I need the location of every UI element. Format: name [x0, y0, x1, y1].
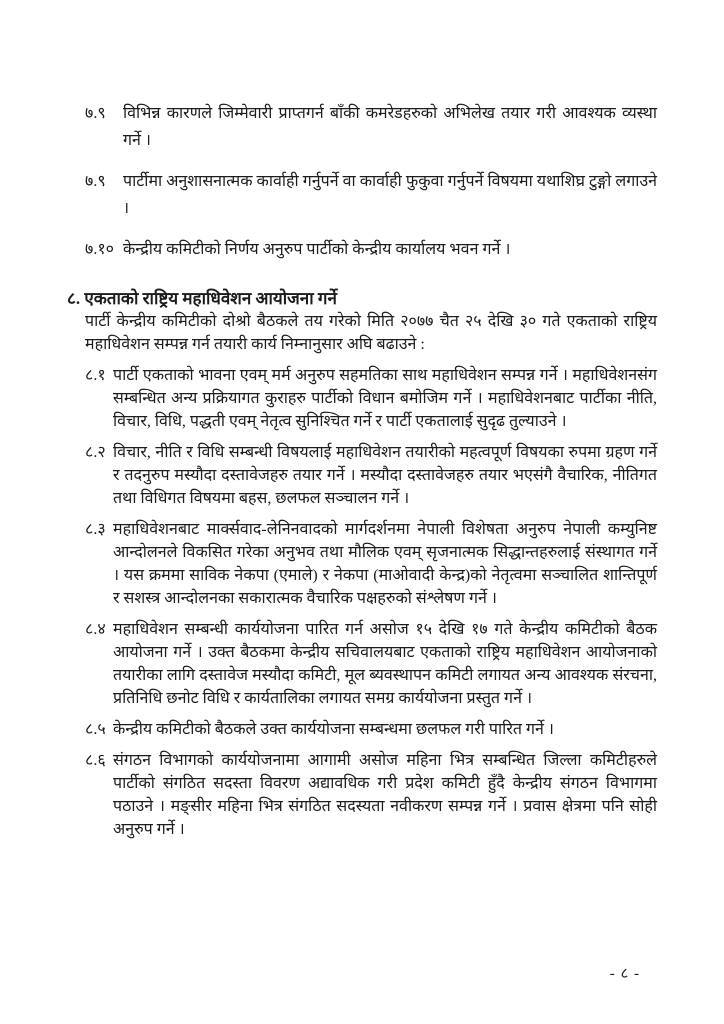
list-item	[85, 364, 657, 433]
item-number: ८.२	[85, 444, 106, 461]
item-text: विचार, नीति र विधि सम्बन्धी विषयलाई महाधिवेशन तयारीको महत्वपूर्ण विषयका रुपमा ग्रहण गर्ने र तदनुरुप मस्यौदा दस्तावेजहरु तयार गर्ने । मस्यौदा दस्तावेजहरु तयार भएसंगै वैचारिक, नीतिगत तथा विधिगत विषयमा बहस, छलफल सञ्चालन गर्ने ।	[113, 444, 657, 507]
list-item	[85, 100, 657, 154]
item-number: ८.१	[85, 367, 106, 384]
list-item	[85, 518, 657, 610]
section-intro: पार्टी केन्द्रीय कमिटीको दोश्रो बैठकले तय गरेको मिति २०७७ चैत २५ देखि ३० गते एकताको राष्ट्रिय महाधिवेशन सम्पन्न गर्न तयारी कार्य निम्नानुसार अघि बढाउने :	[85, 313, 657, 353]
list-item	[85, 168, 657, 222]
list-item	[85, 236, 657, 263]
item-number: ७.१०	[85, 241, 114, 258]
item-text: केन्द्रीय कमिटीको निर्णय अनुरुप पार्टीको केन्द्रीय कार्यालय भवन गर्ने ।	[123, 241, 511, 258]
item-number: ८.६	[85, 752, 106, 769]
item-number: ८.४	[85, 621, 106, 638]
page-content	[67, 100, 657, 849]
item-text: केन्द्रीय कमिटीको बैठकले उक्त कार्ययोजना सम्बन्धमा छलफल गरी पारित गर्ने ।	[113, 721, 554, 738]
item-number: ८.५	[85, 721, 106, 738]
item-text: विभिन्न कारणले जिम्मेवारी प्राप्तगर्न बाँकी कमरेडहरुको अभिलेख तयार गरी आवश्यक व्यस्था गर्ने ।	[123, 105, 657, 149]
list-item	[85, 441, 657, 510]
list-item	[85, 618, 657, 710]
item-number: ७.९	[85, 173, 106, 190]
item-text: महाधिवेशनबाट मार्क्सवाद-लेनिनवादको मार्गदर्शनमा नेपाली विशेषता अनुरुप नेपाली कम्युनिष्ट आन्दोलनले विकसित गरेका अनुभव तथा मौलिक एवम् सृजनात्मक सिद्धान्तहरुलाई संस्थागत गर्ने । यस क्रममा साविक नेकपा (एमाले) र नेकपा (माओवादी केन्द्र)को नेतृत्वमा सञ्चालित शान्तिपूर्ण र सशस्त्र आन्दोलनका सकारात्मक वैचारिक पक्षहरुको संश्लेषण गर्ने ।	[113, 521, 657, 607]
item-text: पार्टीमा अनुशासनात्मक कार्वाही गर्नुपर्ने वा कार्वाही फुकुवा गर्नुपर्ने विषयमा यथाशिघ्र टुङ्गो लगाउने ।	[123, 173, 657, 217]
item-text: पार्टी एकताको भावना एवम् मर्म अनुरुप सहमतिका साथ महाधिवेशन सम्पन्न गर्ने । महाधिवेशनसंग सम्बन्धित अन्य प्रक्रियागत कुराहरु पार्टीको विधान बमोजिम गर्ने । महाधिवेशनबाट पार्टीका नीति, विचार, विधि, पद्धती एवम् नेतृत्व सुनिश्चित गर्ने र पार्टी एकतालाई सुदृढ तुल्याउने ।	[113, 367, 657, 430]
item-number: ८.३	[85, 521, 106, 538]
item-number: ७.९	[85, 105, 106, 122]
page-number: - ८ -	[609, 966, 640, 982]
item-text: महाधिवेशन सम्बन्धी कार्ययोजना पारित गर्न असोज १५ देखि १७ गते केन्द्रीय कमिटीको बैठक आयोजना गर्ने । उक्त बैठकमा केन्द्रीय सचिवालयबाट एकताको राष्ट्रिय महाधिवेशन आयोजनाको तयारीका लागि दस्तावेज मस्यौदा कमिटी, मूल ब्यवस्थापन कमिटी लगायत अन्य आवश्यक संरचना, प्रतिनिधि छनोट विधि र कार्यतालिका लगायत समग्र कार्ययोजना प्रस्तुत गर्ने ।	[113, 621, 657, 707]
section-heading: ८. एकताको राष्ट्रिय महाधिवेशन आयोजना गर्ने	[67, 289, 337, 308]
list-item	[85, 718, 657, 741]
item-text: संगठन विभागको कार्ययोजनामा आगामी असोज महिना भित्र सम्बन्धित जिल्ला कमिटीहरुले पार्टीको संगठित सदस्ता विवरण अद्यावधिक गरी प्रदेश कमिटी हुँदै केन्द्रीय संगठन विभागमा पठाउने । मङ्सीर महिना भित्र संगठित सदस्यता नवीकरण सम्पन्न गर्ने । प्रवास क्षेत्रमा पनि सोही अनुरुप गर्ने ।	[113, 752, 657, 838]
list-item	[85, 749, 657, 841]
